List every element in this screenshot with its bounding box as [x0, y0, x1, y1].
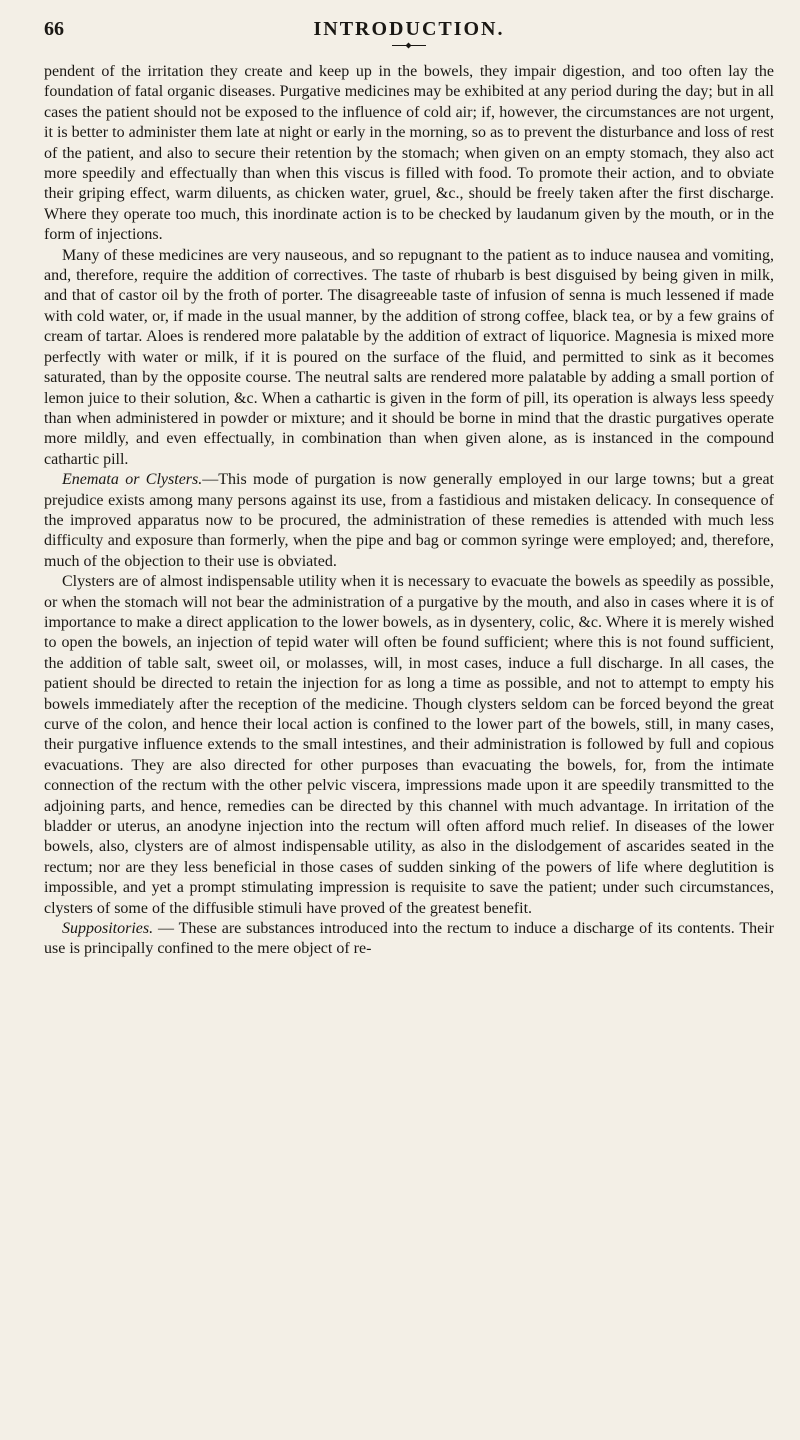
paragraph-2: [44, 246, 774, 470]
paragraph-3: [44, 470, 774, 572]
paragraph-text: Many of these medicines are very nauseous, and so repugnant to the patient as to induce nausea and vomiting, and, therefore, require the addition of correctives. The taste of rhubarb is best disguised by being given in milk, and that of castor oil by the froth of porter. The disagreeable taste of infusion of senna is much lessened if made with cold water, or, if made in the usual manner, by the addition of strong coffee, black tea, or by a few grains of cream of tartar. Aloes is rendered more palatable by the addition of extract of liquorice. Magnesia is mixed more perfectly with water or milk, if it is poured on the surface of the fluid, and permitted to sink as it becomes saturated, than by the opposite course. The neutral salts are rendered more palatable by adding a small portion of lemon juice to their solution, &c. When a cathartic is given in the form of pill, its operation is always less speedy than when administered in powder or mixture; and it should be borne in mind that the drastic purgatives operate more mildly, and even effectually, in combination than when given alone, as is instanced in the compound cathartic pill.: [44, 246, 774, 468]
page-number: 66: [44, 18, 64, 40]
paragraph-text: pendent of the irritation they create and keep up in the bowels, they impair digestion, and too often lay the foundation of fatal organic diseases. Purgative medicines may be exhibited at any period during the day; but in all cases the patient should not be exposed to the influence of cold air; if, however, the circumstances are not urgent, it is better to administer them late at night or early in the morning, so as to prevent the disturbance and loss of rest of the patient, and also to secure their retention by the stomach; when given on an empty stomach, they also act more speedily and effectually than when this viscus is filled with food. To promote their action, and to obviate their griping effect, warm diluents, as chicken water, gruel, &c., should be freely taken after the first discharge. Where they operate too much, this inordinate action is to be checked by laudanum given by the mouth, or in the form of injections.: [44, 63, 774, 244]
section-heading-enemata: Enemata or Clysters.: [62, 471, 203, 489]
page-header: [44, 18, 774, 58]
book-page: [44, 18, 774, 1428]
paragraph-text: — These are substances introduced into the rectum to induce a discharge of its contents. Their use is principally confined to the mere object of re-: [44, 920, 774, 958]
running-title: INTRODUCTION.: [313, 18, 505, 40]
paragraph-text: —This mode of purgation is now generally employed in our large towns; but a great prejudice exists among many persons against its use, from a fastidious and mistaken delicacy. In consequence of the improved apparatus now to be procured, the administration of these remedies is attended with much less difficulty and exposure than formerly, when the pipe and bag or common syringe were employed; and, therefore, much of the objection to their use is obviated.: [44, 471, 774, 570]
paragraph-1: [44, 62, 774, 246]
paragraph-5: [44, 919, 774, 960]
page-body: [44, 62, 774, 960]
section-heading-suppositories: Suppositories.: [62, 920, 154, 938]
paragraph-text: Clysters are of almost indispensable utility when it is necessary to evacuate the bowels as speedily as possible, or when the stomach will not bear the administration of a purgative by the mouth, and also in cases where it is of importance to make a direct application to the lower bowels, as in dysentery, colic, &c. Where it is merely wished to open the bowels, an injection of tepid water will often be found sufficient; where this is not found sufficient, the addition of table salt, sweet oil, or molasses, will, in most cases, induce a full discharge. In all cases, the patient should be directed to retain the injection for as long a time as possible, and not to attempt to empty his bowels immediately after the reception of the medicine. Though clysters seldom can be forced beyond the great curve of the colon, and hence their local action is confined to the lower part of the bowels, still, in many cases, their purgative influence extends to the small intestines, and their administration is followed by full and copious evacuations. They are also directed for other purposes than evacuating the bowels, for, from the intimate connection of the rectum with the other pelvic viscera, impressions made upon it are speedily transmitted to the adjoining parts, and hence, remedies can be directed by this channel with much advantage. In irritation of the bladder or uterus, an anodyne injection into the rectum will often afford much relief. In diseases of the lower bowels, also, clysters are of almost indispensable utility, as also in the dislodgement of ascarides seated in the rectum; nor are they less beneficial in those cases of sudden sinking of the powers of life where deglutition is impossible, and yet a prompt stimulating impression is requisite to save the patient; under such circumstances, clysters of some of the diffusible stimuli have proved of the greatest benefit.: [44, 573, 774, 917]
paragraph-4: [44, 572, 774, 919]
title-ornament: [392, 45, 426, 46]
